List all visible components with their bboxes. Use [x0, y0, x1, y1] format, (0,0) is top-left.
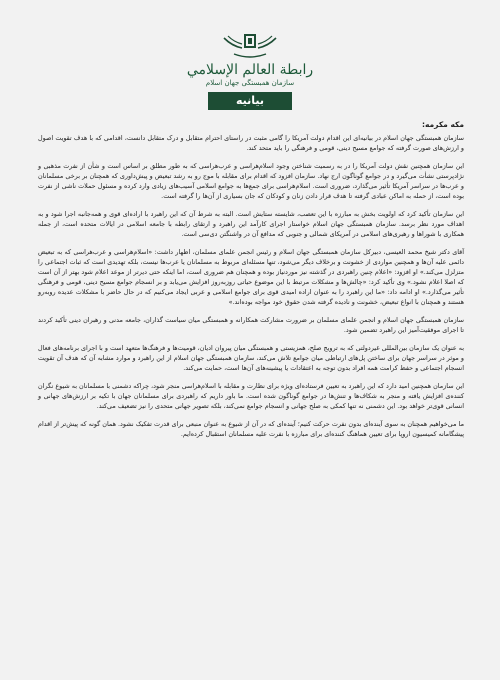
statement-title: بیانیه — [208, 92, 292, 110]
paragraph: این سازمان همچنین امید دارد که این راهبرد به تعیین فرستاده‌ای ویژه برای نظارت و مقابله با اسلام‌هراسی منجر شود، چراکه دشمنی با مسلمانان به شیوع نگران کننده‌ی افزایش یافته و منجر به شکاف‌ها و تنش‌ها در جوامع گوناگون شده است. ما باور داریم که راهبردی برای مسلمانان جهان با تکیه بر ارزش‌های جهانی و انسانی قوی‌تر خواهد بود. این دشمنی نه تنها کمکی به صلح جهانی و انسجام جوامع نمی‌کند، بلکه تصویر جهانی متحدی را نیز تضعیف می‌کند. — [38, 382, 464, 410]
org-name-persian: سازمان همبستگی جهان اسلام — [205, 79, 295, 87]
paragraph: آقای دکتر شیخ محمد العیسی، دبیرکل سازمان همبستگی جهان اسلام و رئیس انجمن علمای مسلمان، اظهار داشت: «اسلام‌هراسی و عرب‌هراسی که به تبعیض دائمی علیه آن‌ها و همچنین مواردی از خشونت و برخلاف دیگر می‌شود، تنها مسئله‌ای مربوط به مسلمانان یا عرب‌ها نیست، بلکه تهدیدی است که ثبات اجتماعی را متزلزل می‌کند.» او افزود: «اعلام چنین راهبردی در گذشته نیز موردنیاز بوده و همچنان هم ضروری است، اما اینکه حتی دیرتر از موعد اعلام شود بهتر از آن است که اصلا اعلام نشود.» وی تأکید کرد: «چالش‌ها و مشکلات مرتبط با این موضوع حیاتی روزبه‌روز افزایش می‌یابد و بر انسجام جوامع مسیح دینی، قومی و فرهنگی تأثیر می‌گذارد.» او ادامه داد: «ما این راهبرد را به عنوان اراده امیدی قوی برای جوامع اسلامی و عربی ایجاد می‌کنیم که در حال حاضر با مشکلات عدیده روبه‌رو هستند و همچنان با انواع تبعیض، خشونت و نادیده گرفته شدن حقوق خود مواجه بوده‌اند.» — [38, 248, 464, 306]
paragraph: ما می‌خواهیم همچنان به سوی آینده‌ای بدون نفرت حرکت کنیم؛ آینده‌ای که در آن از شیوع به عنوان منبعی برای قدرت تفکیک نشود. همان گونه که پیش‌تر از اقدام پیشگامانه کمیسیون اروپا برای تعیین هماهنگ کننده‌ای برای مبارزه با نفرت علیه مسلمانان استقبال کرده‌ایم. — [38, 420, 464, 438]
paragraph: به عنوان یک سازمان بین‌المللی غیردولتی که به ترویج صلح، همزیستی و همبستگی میان پیروان ادیان، قومیت‌ها و فرهنگ‌ها متعهد است و با اجرای برنامه‌های فعال و موثر در سراسر جهان برای ساختن پل‌های ارتباطی میان جوامع تلاش می‌کند، سازمان همبستگی جهان اسلام از این راهبرد و موارد مشابه آن که هدف آن تقویت انسجام اجتماعی و حفظ کرامت همه افراد بدون توجه به اعتقادات یا پیشینه‌های آن‌ها است، حمایت می‌کند. — [38, 344, 464, 372]
paragraph: سازمان همبستگی جهان اسلام در بیانیه‌ای این اقدام دولت آمریکا را گامی مثبت در راستای احترام متقابل و درک متقابل دانست، اقدامی که با هدف تقویت اصول و ارزش‌های صورت گرفته که جوامع مسیح دینی، قومی و فرهنگی را باید متحد کند. — [38, 134, 464, 152]
org-name-arabic: رابطة العالم الإسلامي — [186, 62, 314, 78]
statement-body — [38, 120, 464, 447]
org-emblem-icon — [220, 30, 280, 60]
paragraph: این سازمان همچنین نقش دولت آمریکا را در به رسمیت شناختن وجود اسلام‌هراسی و عرب‌هراسی که به طور مطلق بر اساس است و شأن از نفرت مذهبی و نژادپرستی نشأت می‌گیرد و در جوامع گوناگون ارج نهاد. سازمان افزود که اقدام برای مقابله با موج رو به رشد تبعیض و پیش‌داوری که همچنان بر برخی مسلمانان و عرب‌ها در سراسر آمریکا تأثیر می‌گذارد، ضروری است. اسلام‌هراسی برای جمع‌ها به جوامع اسلامی آسیب‌های زیادی وارد کرده و مسئول حملات ناشی از نفرت بوده است، از حمله به اماکن عبادی گرفته تا هدف قرار دادن زنان و کودکان که جان بسیاری از آن‌ها را گرفته است. — [38, 162, 464, 200]
letterhead — [0, 0, 500, 120]
paragraph: سازمان همبستگی جهان اسلام و انجمن علمای مسلمان بر ضرورت مشارکت همکارانه و همبستگی میان سیاست گذاران، جامعه مدنی و رهبران دینی تأکید کردند تا اجرای موفقیت‌آمیز این راهبرد تضمین شود. — [38, 316, 464, 334]
dateline: مکه مکرمه: — [421, 120, 464, 129]
paragraph: این سازمان تأکید کرد که اولویت بخش به مبارزه با این تعصب، شایسته ستایش است. البته به شرط آن که این راهبرد با اراده‌ای قوی و همه‌جانبه اجرا شود و به اهداف مورد نظر برسد. سازمان همبستگی جهان اسلام خواستار اجرای کارآمد این راهبرد و ارتقای رابطه با جامعه اسلامی در ایالات متحده است، از جمله همکاری با شوراها و رهبری‌های اسلامی در آمریکای شمالی و جنوبی که مدافع آن در واشنگتن دی‌سی است. — [38, 210, 464, 238]
